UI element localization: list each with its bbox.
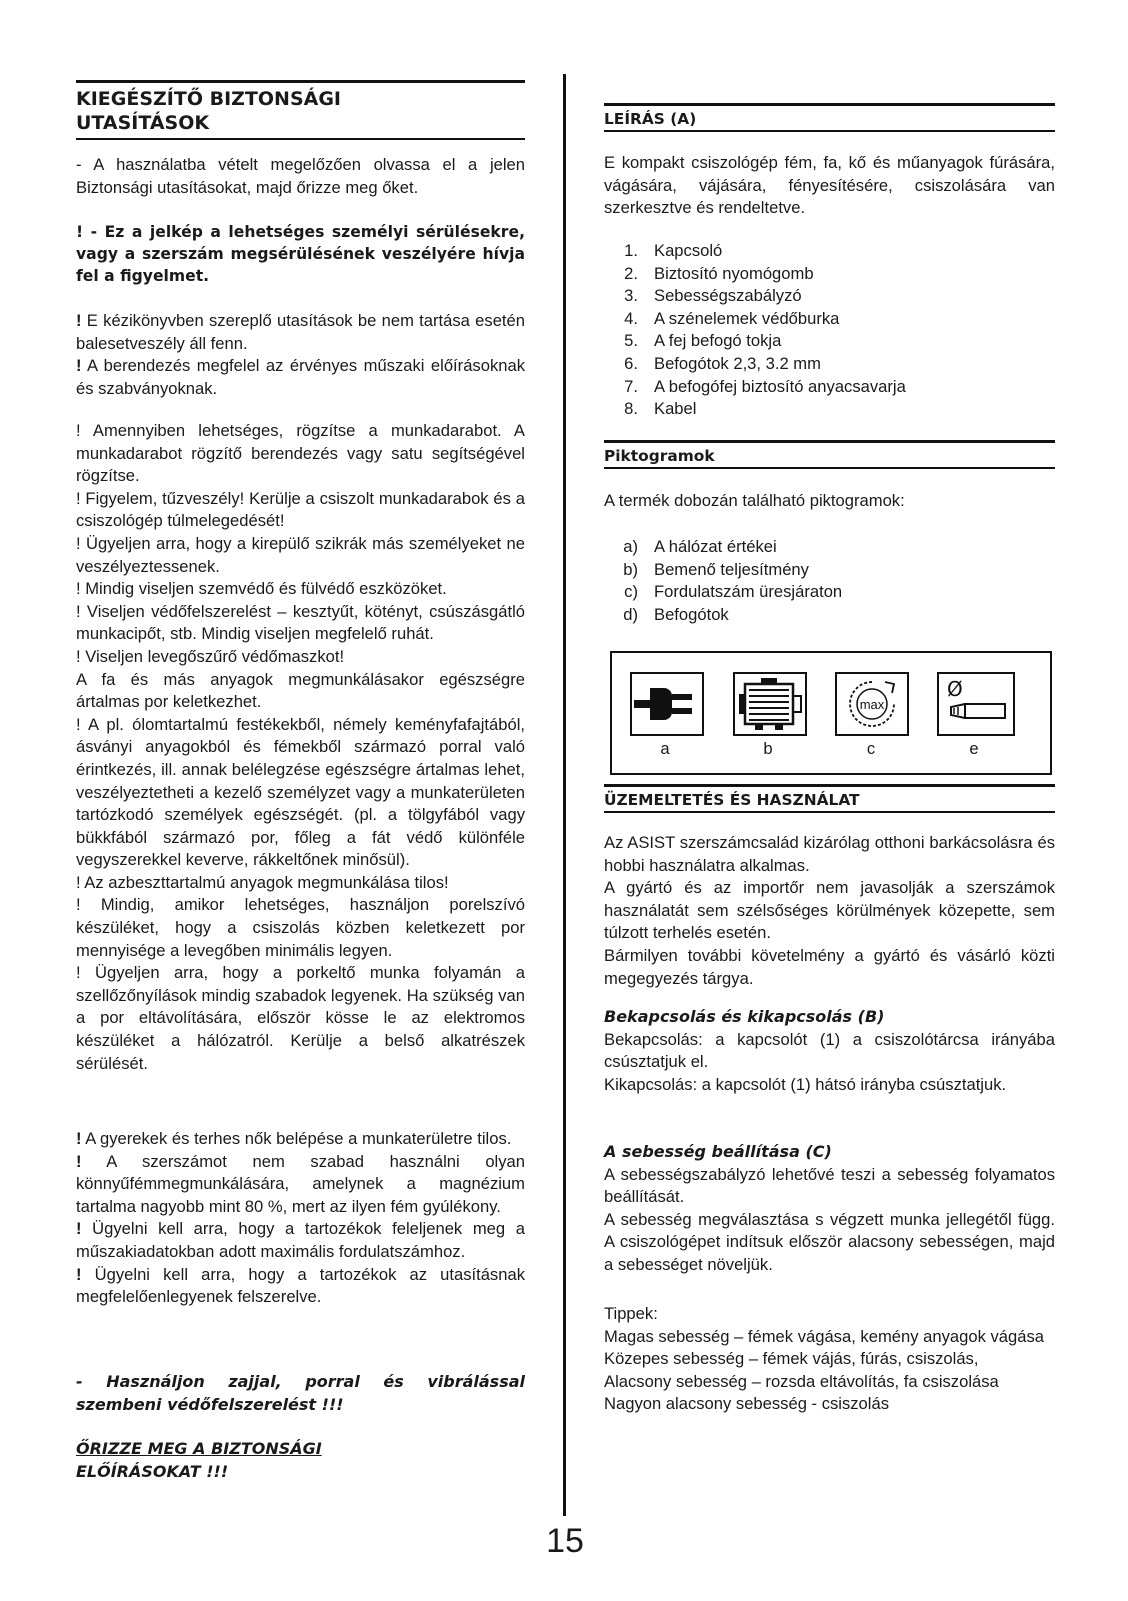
tips-line: Nagyon alacsony sebesség - csiszolás	[604, 1394, 890, 1414]
warning-item: A fa és más anyagok megmunkálásakor egészségre ártalmas por keletkezhet.	[76, 669, 525, 712]
page-number: 15	[546, 1522, 584, 1560]
symbol-warning: ! - Ez a jelkép a lehetséges személyi sérülésekre, vagy a szerszám megsérülésének veszélyére hívja fel a figyelmet.	[76, 223, 525, 285]
intro-text: - A használatba vételt megelőzően olvassa el a jelen Biztonsági utasításokat, majd őrizze meg őket.	[76, 155, 525, 197]
warning-item: ! Ügyeljen arra, hogy a kirepülő szikrák más személyeket ne veszélyeztessenek.	[76, 533, 525, 576]
keep-instructions-line-2: ELŐÍRÁSOKAT !!!	[76, 1461, 229, 1481]
keep-instructions-block	[76, 1438, 525, 1483]
collet-diameter-icon	[937, 672, 1015, 736]
list-item: a) A hálózat értékei	[623, 537, 777, 556]
warning-item: ! Ügyeljen arra, hogy a porkeltő munka folyamán a szellőzőnyílások mindig szabadok legyenek. Ha szükség van a por eltávolítására, először kösse le az elektromos készüléket a hálózatról. Kerülje a belső alkatrészek sérülését.	[76, 963, 525, 1073]
tips-line: Közepes sebesség – fémek vájás, fúrás, csiszolás,	[604, 1349, 979, 1369]
warning-item: ! E kézikönyvben szereplő utasítások be nem tartása esetén balesetveszély áll fenn.	[76, 311, 525, 353]
speed-paragraph: A sebesség megválasztása s végzett munka jellegétől függ. A csiszológépet indítsuk először alacsony sebességen, majd a sebességet növeljük.	[604, 1209, 1055, 1274]
icon-label-a: a	[660, 739, 670, 758]
max-speed-icon	[835, 672, 909, 736]
pictograms-heading: Piktogramok	[604, 440, 1055, 469]
list-item: b) Bemenő teljesítmény	[623, 559, 809, 579]
speed-section	[604, 1141, 1055, 1276]
switch-paragraph: Bekapcsolás: a kapcsolót (1) a csiszolótárcsa irányába csúsztatjuk el.	[604, 1029, 1055, 1072]
tips-block	[604, 1303, 1055, 1416]
list-item: 6. Befogótok 2,3, 3.2 mm	[624, 353, 821, 373]
usage-paragraph: Az ASIST szerszámcsalád kizárólag otthoni barkácsolásra és hobbi használatra alkalmas.	[604, 833, 1055, 875]
list-item: d) Befogótok	[623, 604, 729, 624]
symbol-warning-block	[76, 221, 525, 287]
list-item: 3. Sebességszabályzó	[624, 286, 802, 306]
warning-item: ! A szerszámot nem szabad használni olyan könnyűfémmegmunkálására, amelynek a magnézium tartalma nagyobb mint 80 %, mert az ilyen fém gyúlékony.	[76, 1151, 525, 1216]
warning-item: ! A pl. ólomtartalmú festékekből, némely keményfafajtából, ásványi anyagokból és fémekből származó porral való érintkezés, ill. annak belélegzése egészségre ártalmas lehet, veszélyeztetheti a kezelő személyzet vagy a munkaterületen tartózkodó személyek egészségét. (pl. a tölgyfából vagy bükkfából származó por, főleg a fát védő különféle vegyszerekkel keverve, rákkeltőnek minősül).	[76, 714, 525, 870]
usage-heading: ÜZEMELTETÉS ÉS HASZNÁLAT	[604, 784, 1055, 813]
protection-note: - Használjon zajjal, porral és vibrálással szembeni védőfelszerelést !!!	[76, 1372, 525, 1414]
description-heading: LEÍRÁS (A)	[604, 103, 1055, 132]
max-label: max	[859, 697, 885, 712]
warning-item: ! Ügyelni kell arra, hogy a tartozékok feleljenek meg a műszakiadatokban adott maximális fordulatszámhoz.	[76, 1219, 525, 1261]
warning-icon: !	[76, 1151, 82, 1171]
warning-item: ! Mindig viseljen szemvédő és fülvédő eszközöket.	[76, 579, 447, 599]
pictograms-intro-block	[604, 490, 1055, 513]
switch-heading: Bekapcsolás és kikapcsolás (B)	[604, 1007, 885, 1026]
switch-section	[604, 1006, 1055, 1096]
intro-block	[76, 154, 525, 199]
protection-note-block	[76, 1371, 525, 1416]
warnings-block-3	[76, 1128, 525, 1309]
warning-icon: !	[76, 1264, 82, 1284]
keep-instructions-line-1: ŐRIZZE MEG A BIZTONSÁGI	[76, 1439, 322, 1458]
description-text: E kompakt csiszológép fém, fa, kő és műanyagok fúrására, vágására, vájására, fényesítésére, csiszolására van szerkesztve és rendeltetve.	[604, 153, 1055, 218]
list-item: 5. A fej befogó tokja	[624, 331, 782, 351]
usage-block	[604, 832, 1055, 990]
warning-item: ! A gyerekek és terhes nők belépése a munkaterületre tilos.	[76, 1129, 512, 1148]
warnings-block-2	[76, 420, 525, 1075]
warning-icon: !	[76, 356, 82, 376]
warning-item: ! Ügyelni kell arra, hogy a tartozékok az utasításnak megfelelőenlegyenek felszerelve.	[76, 1264, 525, 1307]
warnings-block-1	[76, 310, 525, 400]
description-block	[604, 152, 1055, 220]
list-item: c) Fordulatszám üresjáraton	[624, 582, 843, 602]
warning-icon: !	[76, 311, 82, 330]
pictogram-list	[604, 536, 1055, 626]
warning-item: ! Amennyiben lehetséges, rögzítse a munkadarabot. A munkadarabot rögzítő berendezés vagy satu segítségével rögzítse.	[76, 421, 525, 486]
list-item: 4. A szénelemek védőburka	[624, 308, 840, 328]
warning-icon: !	[76, 1219, 82, 1239]
main-title-line-1: KIEGÉSZÍTŐ BIZTONSÁGI	[76, 88, 341, 110]
warning-item: ! Mindig, amikor lehetséges, használjon porelszívó készüléket, hogy a csiszolás közben keletkezett por mennyisége a levegőben minimális legyen.	[76, 895, 525, 960]
icon-label-c: c	[866, 739, 876, 758]
warning-item: ! Viseljen védőfelszerelést – kesztyűt, kötényt, csúszásgátló munkacipőt, stb. Mindig viseljen megfelelő ruhát.	[76, 601, 525, 644]
diameter-symbol: Ø	[947, 677, 963, 701]
icon-label-e: e	[969, 739, 979, 758]
warning-item: ! A berendezés megfelel az érvényes műszaki előírásoknak és szabványoknak.	[76, 356, 525, 398]
tips-line: Tippek:	[604, 1304, 658, 1323]
tips-line: Alacsony sebesség – rozsda eltávolítás, fa csiszolása	[604, 1371, 999, 1391]
plug-icon	[630, 672, 704, 736]
warning-item: ! Figyelem, tűzveszély! Kerülje a csiszolt munkadarabok és a csiszológép túlmelegedését!	[76, 488, 525, 531]
pictograms-intro: A termék dobozán található piktogramok:	[604, 491, 905, 510]
usage-paragraph: Bármilyen további követelmény a gyártó és vásárló közti megegyezés tárgya.	[604, 945, 1055, 988]
list-item: 2. Biztosító nyomógomb	[624, 263, 814, 283]
tips-line: Magas sebesség – fémek vágása, kemény anyagok vágása	[604, 1326, 1044, 1346]
list-item: 1. Kapcsoló	[624, 241, 723, 260]
list-item: 8. Kabel	[624, 399, 697, 419]
motor-icon	[733, 672, 807, 736]
icon-label-b: b	[763, 739, 773, 758]
speed-paragraph: A sebességszabályzó lehetővé teszi a sebesség folyamatos beállítását.	[604, 1164, 1055, 1207]
warning-item: ! Viseljen levegőszűrő védőmaszkot!	[76, 646, 345, 666]
column-divider	[563, 74, 566, 1516]
warning-icon: !	[76, 1129, 82, 1148]
warning-item: ! Az azbeszttartalmú anyagok megmunkálása tilos!	[76, 872, 449, 892]
pictogram-panel	[610, 651, 1052, 775]
main-title-line-2: UTASÍTÁSOK	[76, 112, 210, 134]
switch-paragraph: Kikapcsolás: a kapcsolót (1) hátsó irányba csúsztatjuk.	[604, 1074, 1007, 1094]
main-title	[76, 80, 525, 140]
list-item: 7. A befogófej biztosító anyacsavarja	[624, 376, 906, 396]
usage-paragraph: A gyártó és az importőr nem javasolják a szerszámok használatát sem szélsőséges körülmények közepette, sem túlzott terhelés esetén.	[604, 878, 1055, 943]
speed-heading: A sebesség beállítása (C)	[604, 1142, 832, 1161]
parts-list	[604, 240, 1055, 421]
